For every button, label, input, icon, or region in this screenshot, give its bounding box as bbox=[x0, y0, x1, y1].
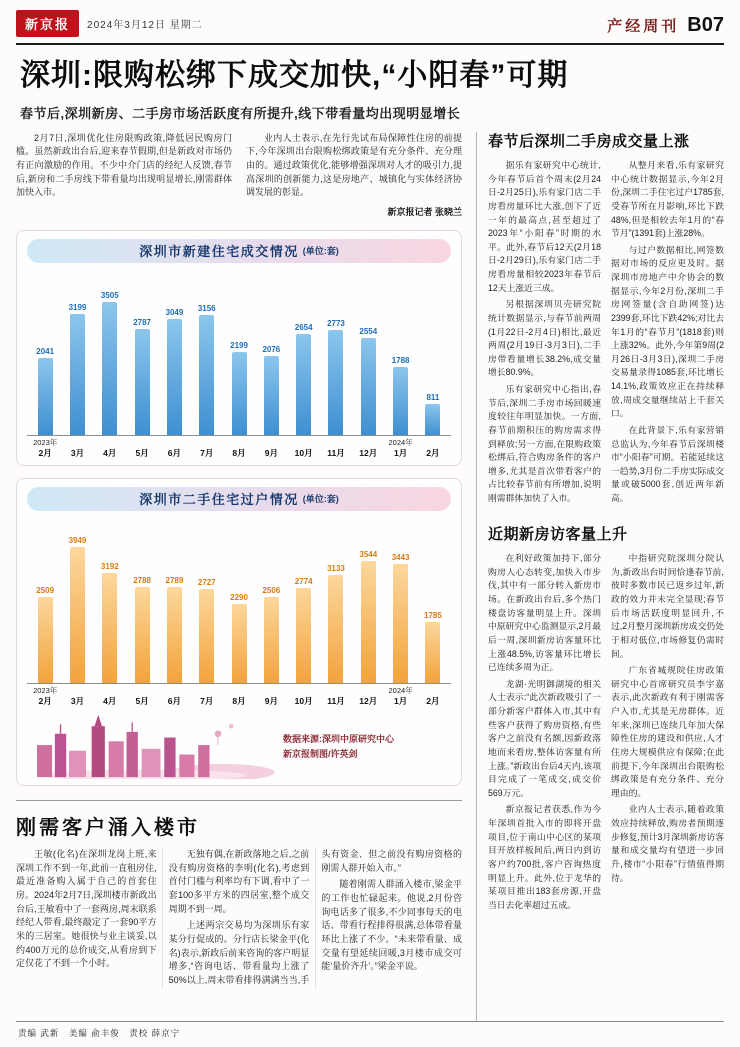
paragraph: 另根据深圳贝壳研究院统计数据显示,与春节前两周(1月22日-2月4日)相比,最近两周(2月19日-3月3日),二手房带看量增长38.2%,成交量增长80.9%。 bbox=[488, 299, 601, 378]
bar-series bbox=[27, 277, 451, 436]
paragraph: 上述两宗交易均为深圳乐有家某分行促成的。分行店长梁金平(化名)表示,新政后前来咨询的客户明显增多,“咨询电话、带看量均上涨了50%以上,周末带看排得满满当当,手头有资金、但之前没有购房资格的刚需人群开始入市。” bbox=[168, 848, 462, 985]
bar-value-label: 3133 bbox=[327, 563, 345, 573]
bar-2 bbox=[61, 536, 93, 683]
chart-title: 深圳市二手住宅过户情况 bbox=[139, 492, 299, 508]
bar-12 bbox=[384, 553, 416, 683]
x-tick: 10月 bbox=[294, 695, 313, 706]
x-tick: 5月 bbox=[135, 695, 149, 706]
chart-credit bbox=[283, 732, 394, 760]
bar-11 bbox=[352, 550, 384, 683]
x-tick: 2023年 2月 bbox=[33, 437, 58, 458]
bar bbox=[232, 604, 247, 683]
data-source: 数据来源:深圳中原研究中心 bbox=[283, 733, 394, 744]
bar bbox=[425, 622, 440, 683]
paragraph: 在此背景下,乐有家营销总监认为,今年春节后深圳楼市“小阳春”可期。若能延续这一趋势,3月份二手房实际成交量或破5000套,创近两年新高。 bbox=[611, 424, 724, 503]
bar-2 bbox=[61, 303, 93, 435]
bar-13 bbox=[417, 393, 449, 435]
paragraph: 据乐有家研究中心统计,今年春节后首个周末(2月24日-2月25日),乐有家门店二手房看房量环比大涨,创下了近一年的最高点,甚至超过了2023年“小阳春”时期的水平。此外,春节后12天(2月18日-2月29日),乐有家门店二手房看房量相较2023年春节后12天上涨近三成。 bbox=[488, 160, 601, 293]
bar bbox=[361, 561, 376, 683]
bar bbox=[296, 334, 311, 435]
bar-7 bbox=[223, 593, 255, 683]
x-tick: 8月 bbox=[232, 695, 246, 706]
bar bbox=[264, 597, 279, 683]
left-column bbox=[16, 132, 462, 1022]
bar-value-label: 3949 bbox=[68, 535, 87, 545]
bar-value-label: 1788 bbox=[391, 355, 410, 365]
x-axis bbox=[27, 436, 451, 459]
bar bbox=[135, 329, 150, 435]
x-tick: 4月 bbox=[103, 447, 117, 458]
bar bbox=[38, 358, 53, 435]
x-tick: 4月 bbox=[103, 695, 117, 706]
section-newhome-visits bbox=[488, 525, 724, 913]
bar-9 bbox=[288, 323, 320, 435]
bar-value-label: 3199 bbox=[68, 302, 87, 312]
graphic-credit: 新京报制图/许英剑 bbox=[283, 748, 358, 759]
bar-4 bbox=[126, 576, 158, 683]
lede-text bbox=[16, 132, 462, 203]
bar-value-label: 3544 bbox=[359, 549, 378, 559]
chart-title: 深圳市新建住宅成交情况 bbox=[139, 244, 299, 260]
paragraph: 从整月来看,乐有家研究中心统计数据显示,今年2月份,深圳二手住宅过户1785套,受春节所在月影响,环比下跌48%,但是相较去年1月的“春节月”(1391套)上涨28%。 bbox=[611, 160, 724, 239]
bar bbox=[328, 330, 343, 435]
section-body bbox=[488, 552, 724, 912]
bar bbox=[70, 314, 85, 435]
bar-8 bbox=[255, 586, 287, 683]
paragraph: 2月7日,深圳优化住房限购政策,降低居民购房门槛。虽然新政出台后,迎来春节假期,但是新政对市场仍有正向激励的作用。不少中介门店的经纪人反馈,春节后,新房和二手房线下带看量均出现明显增长,刚需群体加快入市。 bbox=[16, 132, 232, 198]
paragraph: 在利好政策加持下,部分购房人心态转变,加快入市步伐,其中有一部分转入新房市场。在新政出台后,多个热门楼盘访客量明显上升。深圳中原研究中心监测显示,2月最后一周,深圳新房访客量环比上涨48.5%,访客量环比增长已连续多周为正。 bbox=[488, 553, 601, 673]
bar-value-label: 2290 bbox=[230, 592, 248, 602]
x-tick: 7月 bbox=[200, 447, 214, 458]
section-body bbox=[16, 848, 462, 988]
bar-3 bbox=[94, 291, 126, 435]
paragraph: 广东省城规院住房政策研究中心首席研究员李宇嘉表示,此次新政有利于刚需客户入市,尤其是无房群体。近年来,深圳已连续几年加大保障性住房的建设和供应,人才住房大规模供应有保障;在此前提下,今年深圳出台限购松绑政策是有充分条件、充分理由的。 bbox=[611, 665, 724, 798]
bar-value-label: 2506 bbox=[262, 585, 281, 595]
bar-series bbox=[27, 525, 451, 684]
paragraph: 随着刚需人群涌入楼市,梁金平的工作也忙碌起来。他说,2月份咨询电话多了很多,不少同事每天的电话、带看行程排得很满,总体带看量环比上涨了不少。“未来带看量、成交量有望延续回暖,3月楼市成交可能‘量价齐升’。”梁金平说。 bbox=[321, 879, 462, 972]
x-tick: 10月 bbox=[294, 447, 313, 458]
paragraph: 中指研究院深圳分院认为,新政出台时间恰逢春节前,彼时多数市民已返乡过年,新政的效力并未完全显现;春节后市场活跃度明显回升,不过,2月整月深圳新房成交仍处于相对低位,市场修复仍需时间。 bbox=[611, 553, 724, 659]
bar-value-label: 2554 bbox=[359, 326, 378, 336]
page-number: B07 bbox=[687, 14, 724, 36]
bar-1 bbox=[29, 586, 61, 683]
bar-6 bbox=[191, 304, 223, 435]
section-body bbox=[488, 159, 724, 509]
bar bbox=[135, 587, 150, 683]
editor-credits: 责编 武新 美编 俞丰俊 责校 薛京宁 bbox=[18, 1028, 181, 1038]
bar-value-label: 2788 bbox=[133, 575, 151, 585]
bar-value-label: 3049 bbox=[165, 307, 184, 317]
bar-value-label: 2509 bbox=[36, 585, 55, 595]
bar-11 bbox=[352, 327, 384, 435]
main-headline: 深圳:限购松绑下成交加快,“小阳春”可期 bbox=[20, 59, 569, 92]
bar bbox=[393, 367, 408, 435]
masthead bbox=[16, 10, 724, 45]
page-footer bbox=[16, 1021, 724, 1041]
x-tick: 2024年 1月 bbox=[388, 437, 413, 458]
bar bbox=[199, 589, 214, 683]
bar-10 bbox=[320, 319, 352, 435]
bar-5 bbox=[158, 308, 190, 435]
section-heading-newhome: 近期新房访客量上升 bbox=[488, 525, 628, 543]
bar-3 bbox=[94, 562, 126, 683]
headline-block bbox=[16, 45, 724, 132]
bar bbox=[167, 587, 182, 683]
x-tick: 7月 bbox=[200, 695, 214, 706]
paragraph: 无独有偶,在新政落地之后,之前没有购房资格的李明(化名),考虑到首付门槛与利率均有下调,看中了一套100多平方米的四居室,整个成交周期不到一周。 bbox=[168, 848, 310, 914]
x-tick: 6月 bbox=[167, 447, 182, 458]
bar-7 bbox=[223, 341, 255, 435]
x-tick: 9月 bbox=[264, 447, 278, 458]
bar bbox=[425, 404, 440, 435]
bar-value-label: 3443 bbox=[391, 552, 410, 562]
bar bbox=[70, 547, 85, 683]
x-tick: 11月 bbox=[327, 695, 345, 706]
bar bbox=[296, 588, 311, 683]
city-skyline-illustration bbox=[27, 713, 277, 779]
bar-4 bbox=[126, 318, 158, 435]
bar bbox=[167, 319, 182, 435]
bar-value-label: 2774 bbox=[294, 576, 313, 586]
section-heading-secondhand: 春节后深圳二手房成交量上涨 bbox=[488, 132, 690, 150]
bar-9 bbox=[288, 577, 320, 683]
content-area bbox=[16, 132, 724, 1022]
new-home-sales-chart bbox=[16, 230, 462, 466]
secondhand-transfer-chart bbox=[16, 478, 462, 786]
chart-title-bar bbox=[27, 239, 451, 263]
section-secondhand-volume bbox=[488, 132, 724, 509]
paragraph: 龙湖·光明御湖境的相关人士表示:“此次新政吸引了一部分新客户群体入市,其中有些客户获得了购房资格,有些客户之前没有名额,因新政落地而来看房,整体访客量有所上涨。”新政出台后4天内,该项目完成了一笔成交,成交价569万元。 bbox=[488, 678, 601, 798]
bar-value-label: 811 bbox=[426, 392, 440, 402]
x-tick: 9月 bbox=[264, 695, 278, 706]
issue-date: 2024年3月12日 星期二 bbox=[87, 20, 203, 31]
x-tick: 2月 bbox=[426, 695, 440, 706]
x-tick: 2月 bbox=[426, 447, 440, 458]
x-tick: 2024年 1月 bbox=[388, 685, 413, 706]
x-tick: 12月 bbox=[359, 447, 378, 458]
chart-unit-label: (单位:套) bbox=[302, 494, 339, 505]
bar-8 bbox=[255, 345, 287, 435]
x-axis bbox=[27, 684, 451, 707]
bar-value-label: 2199 bbox=[230, 340, 248, 350]
masthead-right bbox=[607, 14, 724, 37]
bar bbox=[102, 302, 117, 435]
bar-value-label: 3505 bbox=[100, 290, 119, 300]
bar-value-label: 2773 bbox=[327, 318, 345, 328]
right-column bbox=[476, 132, 724, 1022]
bar-10 bbox=[320, 564, 352, 683]
paragraph: 业内人士表示,在先行先试布局保障性住房的前提下,今年深圳出台限购松绑政策是有充分条件、充分理由的。通过政策优化,能够增强深圳对人才的吸引力,提高深圳的创新能力,这是房地产、城镇化与实体经济协调发展的彰显。 bbox=[246, 132, 462, 198]
bar-6 bbox=[191, 578, 223, 683]
section-name: 产经周刊 bbox=[607, 18, 680, 35]
bar-value-label: 1785 bbox=[424, 610, 442, 620]
bar bbox=[199, 315, 214, 435]
x-tick: 3月 bbox=[70, 695, 85, 706]
x-tick: 6月 bbox=[167, 695, 182, 706]
chart-title-bar bbox=[27, 487, 451, 511]
bar-value-label: 2789 bbox=[165, 575, 184, 585]
bar bbox=[264, 356, 279, 435]
x-tick: 12月 bbox=[359, 695, 378, 706]
subheadline: 春节后,深圳新房、二手房市场活跃度有所提升,线下带看量均出现明显增长 bbox=[20, 105, 461, 121]
bar-1 bbox=[29, 347, 61, 435]
chart-unit-label: (单位:套) bbox=[302, 246, 339, 257]
byline: 新京报记者 张晓兰 bbox=[387, 206, 462, 217]
bar bbox=[38, 597, 53, 683]
bar-value-label: 3192 bbox=[100, 561, 119, 571]
x-tick: 5月 bbox=[135, 447, 149, 458]
bar-5 bbox=[158, 576, 190, 683]
section-demand-buyers bbox=[16, 800, 462, 988]
bar bbox=[102, 573, 117, 683]
paragraph: 与过户数据相比,网签数据对市场的反应更及时。据深圳市房地产中介协会的数据显示,今年2月份,深圳二手房网签量(含自助网签)达2399套,环比下跌42%;对比去年1月的“春节月”(1818套)则上涨32%。此外,今年第9周(2月26日-3月3日),深圳二手房交易量录得1085套,环比增长14.1%,政策效应正在持续释放,周成交量继续站上千套关口。 bbox=[611, 244, 724, 419]
x-tick: 8月 bbox=[232, 447, 246, 458]
section-heading-demand: 刚需客户涌入楼市 bbox=[16, 816, 200, 839]
x-tick: 11月 bbox=[327, 447, 345, 458]
paragraph: 新京报记者获悉,作为今年深圳首批入市的即将开盘项目,位于南山中心区的某项目开放样板间后,两日内到访客户约700批,客户咨询热度明显上升。此外,位于龙华的某项目推出183套房源,开盘当日去化率超过五成。 bbox=[488, 804, 601, 910]
bar-value-label: 2654 bbox=[294, 322, 313, 332]
chart-footer bbox=[27, 713, 451, 779]
paragraph: 乐有家研究中心指出,春节后,深圳二手房市场回暖速度较往年明显加快。一方面,春节前期积压的购房需求得到释放;另一方面,在限购政策松绑后,符合购房条件的客户增多,尤其是首次带看客户的占比较春节前有所增加,说明刚需群体加快了入市。 bbox=[488, 384, 601, 503]
bar bbox=[361, 338, 376, 435]
bar-value-label: 3156 bbox=[197, 303, 216, 313]
bar-12 bbox=[384, 356, 416, 435]
paragraph: 王敏(化名)在深圳龙岗上班,来深圳工作不到一年,此前一直租房住,最近准备购入属于自己的首套住房。2024年2月7日,深圳楼市新政出台后,王敏看中了一套两房,周末联系经纪人带看,最终敲定了一套90平方米的三居室。她很快与业主谈妥,以约400万元的总价成交,从看房到下定仅花了不到一个小时。 bbox=[16, 848, 157, 969]
bar bbox=[393, 564, 408, 683]
paragraph: 业内人士表示,随着政策效应持续释放,购房者预期逐步修复,预计3月深圳新房访客量和成交量均有望进一步回升,楼市“小阳春”行情值得期待。 bbox=[611, 804, 724, 883]
bar-value-label: 2787 bbox=[133, 317, 151, 327]
x-tick: 2023年 2月 bbox=[33, 685, 58, 706]
bar bbox=[328, 575, 343, 683]
masthead-left bbox=[16, 10, 203, 37]
x-tick: 3月 bbox=[70, 447, 85, 458]
bar bbox=[232, 352, 247, 435]
bar-value-label: 2041 bbox=[36, 346, 55, 356]
newspaper-logo: 新京报 bbox=[16, 10, 79, 37]
bar-value-label: 2076 bbox=[262, 344, 281, 354]
bar-13 bbox=[417, 611, 449, 683]
bar-value-label: 2727 bbox=[197, 577, 216, 587]
